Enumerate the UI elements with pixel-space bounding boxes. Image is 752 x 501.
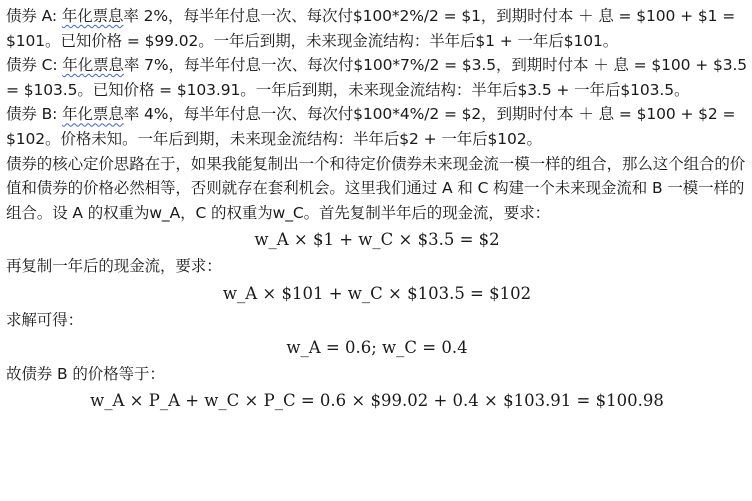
bond-a-text: 率 2%，每半年付息一次、每次付$100*2%/2 = $1，到期时付本 ＋ 息 = $100 + $1 = $101。已知价格 = $99.02。一年后到期，未来现金流结构：半年后$1 + 一年后$101。: [6, 7, 736, 50]
bond-c-paragraph: [6, 53, 748, 102]
solve-line: 求解可得：: [6, 310, 84, 329]
bond-a-paragraph: [6, 4, 748, 53]
bond-a-prefix: 债券 A:: [6, 7, 62, 25]
one-year-replication-line: 再复制一年后的现金流，要求：: [6, 257, 222, 276]
bond-b-underlined-term: 年化票息: [62, 105, 124, 124]
core-pricing-paragraph: 债券的核心定价思路在于，如果我能复制出一个和待定价债券未来现金流一模一样的组合，那么这个组合的价值和债券的价格必然相等，否则就存在套利机会。这里我们通过 A 和 C 构建一个未来现金流和 B 一模一样的组合。设 A 的权重为w_A，C 的权重为w_C。首先复制半年后的现金流，要求：: [6, 154, 746, 222]
document-body: [6, 4, 748, 415]
bond-b-paragraph: [6, 102, 748, 151]
bond-c-underlined-term: 年化票息: [62, 56, 124, 75]
bond-a-underlined-term: 年化票息: [61, 7, 124, 25]
bond-c-prefix: 债券 C:: [6, 56, 63, 75]
bond-b-text: 率 4%，每半年付息一次、每次付$100*4%/2 = $2，到期时付本 ＋ 息 = $100 + $2 = $102。价格未知。一年后到期，未来现金流结构：半年后$2 + 一年后$102。: [6, 105, 736, 148]
bond-c-text: 率 7%，每半年付息一次、每次付$100*7%/2 = $3.5，到期时付本 ＋ 息 = $100 + $3.5 = $103.5。已知价格 = $103.91。一年后到期，未来现金流结构：半年后$3.5 + 一年后$103.5。: [6, 56, 748, 99]
bond-b-prefix: 债券 B:: [6, 105, 63, 124]
equation-price-b: w_A × P_A + w_C × P_C = 0.6 × $99.02 + 0.4 × $103.91 = $100.98: [90, 391, 664, 411]
equation-half-year: w_A × $1 + w_C × $3.5 = $2: [254, 230, 500, 250]
price-line: 故债券 B 的价格等于：: [6, 364, 165, 383]
equation-weights: w_A = 0.6; w_C = 0.4: [286, 337, 468, 357]
equation-one-year: w_A × $101 + w_C × $103.5 = $102: [222, 283, 532, 303]
